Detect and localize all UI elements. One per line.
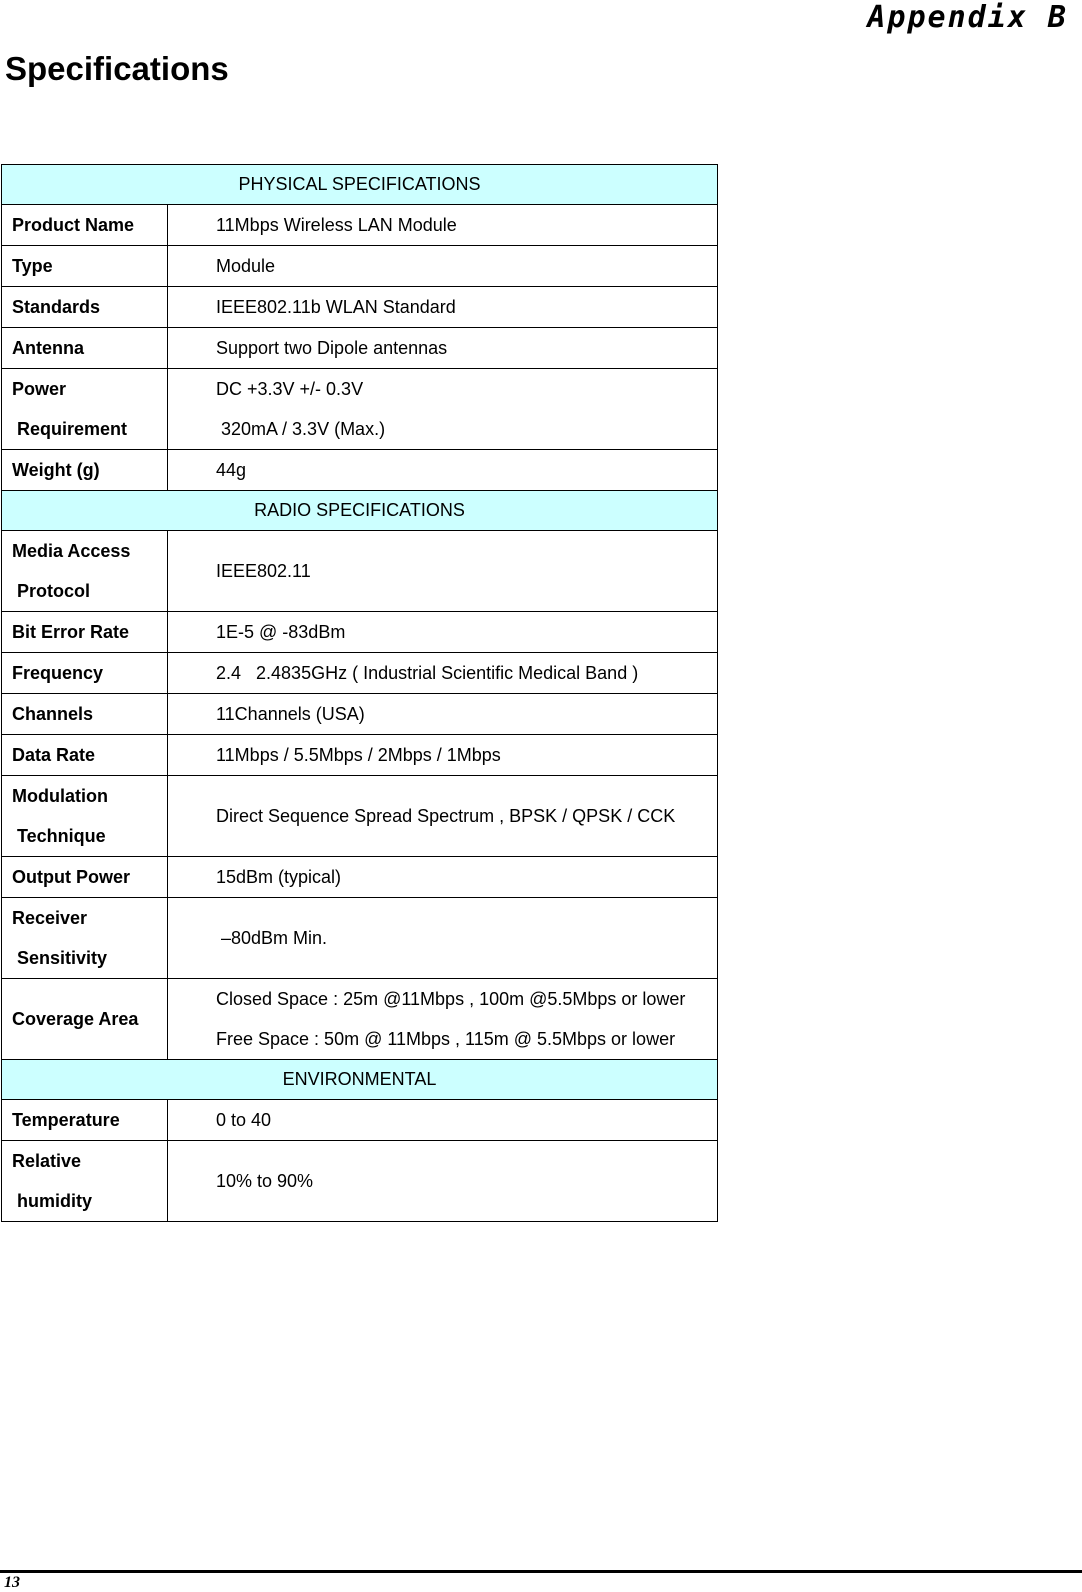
spec-value [168,531,718,612]
footer-divider [0,1570,1082,1573]
spec-label-line: Standards [12,297,101,317]
table-row [2,287,718,328]
spec-label-line: Coverage Area [12,1009,139,1029]
spec-value-line: 1E-5 @ -83dBm [216,622,346,642]
spec-value [168,369,718,450]
spec-value-line: 320mA / 3.3V (Max.) [216,419,386,439]
spec-value [168,653,718,694]
specifications-table [1,164,718,1222]
spec-value [168,287,718,328]
spec-value [168,246,718,287]
table-row [2,450,718,491]
spec-label [2,246,168,287]
spec-label [2,1141,168,1222]
spec-value [168,735,718,776]
appendix-label: Appendix B [867,0,1068,35]
spec-label-line: Output Power [12,867,130,887]
page-title: Specifications [5,50,229,87]
spec-label-line: Receiver [12,908,88,928]
spec-value [168,979,718,1060]
spec-value [168,898,718,979]
spec-value-line: –80dBm Min. [216,928,328,948]
spec-label-line: Sensitivity [17,948,108,968]
spec-value-line: IEEE802.11 [216,561,311,581]
spec-label-line: Bit Error Rate [12,622,130,642]
spec-label [2,287,168,328]
spec-label [2,735,168,776]
section-heading: ENVIRONMENTAL [2,1060,718,1100]
spec-value [168,1141,718,1222]
table-row [2,735,718,776]
spec-value [168,450,718,491]
spec-label-line: Media Access [12,541,131,561]
spec-label-line: humidity [17,1191,92,1211]
spec-label-line: Data Rate [12,745,96,765]
spec-value-line: Closed Space : 25m @11Mbps , 100m @5.5Mbps or lower [216,989,686,1009]
spec-label-line: Requirement [17,419,128,439]
spec-label [2,328,168,369]
spec-label-line: Protocol [17,581,91,601]
spec-value-line: 11Mbps Wireless LAN Module [216,215,457,235]
table-row [2,694,718,735]
spec-value-line: 2.4 2.4835GHz ( Industrial Scientific Medical Band ) [216,663,639,683]
spec-value-line: Support two Dipole antennas [216,338,448,358]
section-heading: PHYSICAL SPECIFICATIONS [2,165,718,205]
spec-label [2,857,168,898]
spec-label-line: Channels [12,704,94,724]
spec-label-line: Relative [12,1151,82,1171]
spec-label [2,205,168,246]
spec-label [2,1100,168,1141]
page-number: 13 [4,1574,20,1591]
section-header-environmental [2,1060,718,1100]
spec-label-line: Temperature [12,1110,120,1130]
table-row [2,979,718,1060]
table-row [2,857,718,898]
section-header-radio [2,491,718,531]
section-heading: RADIO SPECIFICATIONS [2,491,718,531]
table-row [2,205,718,246]
spec-label-line: Technique [17,826,106,846]
spec-value-line: 10% to 90% [216,1171,314,1191]
spec-label [2,694,168,735]
spec-label [2,979,168,1060]
table-row [2,531,718,612]
spec-label-line: Type [12,256,53,276]
spec-label [2,450,168,491]
spec-label-line: Power [12,379,67,399]
spec-value-line: 0 to 40 [216,1110,272,1130]
spec-value [168,1100,718,1141]
spec-value-line: IEEE802.11b WLAN Standard [216,297,456,317]
spec-label [2,653,168,694]
spec-value [168,328,718,369]
spec-label [2,612,168,653]
spec-value [168,205,718,246]
spec-value-line: Direct Sequence Spread Spectrum , BPSK / QPSK / CCK [216,806,676,826]
spec-label-line: Product Name [12,215,135,235]
table-row [2,369,718,450]
spec-value-line: 15dBm (typical) [216,867,342,887]
spec-label [2,531,168,612]
spec-label [2,898,168,979]
table-row [2,898,718,979]
table-row [2,246,718,287]
spec-value [168,857,718,898]
spec-label [2,776,168,857]
spec-value-line: 11Channels (USA) [216,704,365,724]
spec-value [168,612,718,653]
spec-value-line: Module [216,256,276,276]
table-row [2,612,718,653]
spec-label-line: Modulation [12,786,108,806]
table-row [2,1100,718,1141]
spec-label-line: Antenna [12,338,84,358]
spec-value-line: DC +3.3V +/- 0.3V [216,379,364,399]
spec-value-line: 11Mbps / 5.5Mbps / 2Mbps / 1Mbps [216,745,501,765]
table-row [2,328,718,369]
spec-label [2,369,168,450]
spec-label-line: Frequency [12,663,104,683]
spec-value-line: Free Space : 50m @ 11Mbps , 115m @ 5.5Mbps or lower [216,1029,676,1049]
table-row [2,776,718,857]
section-header-physical [2,165,718,205]
spec-value [168,776,718,857]
spec-label-line: Weight (g) [12,460,100,480]
spec-value [168,694,718,735]
table-row [2,653,718,694]
table-row [2,1141,718,1222]
spec-value-line: 44g [216,460,247,480]
